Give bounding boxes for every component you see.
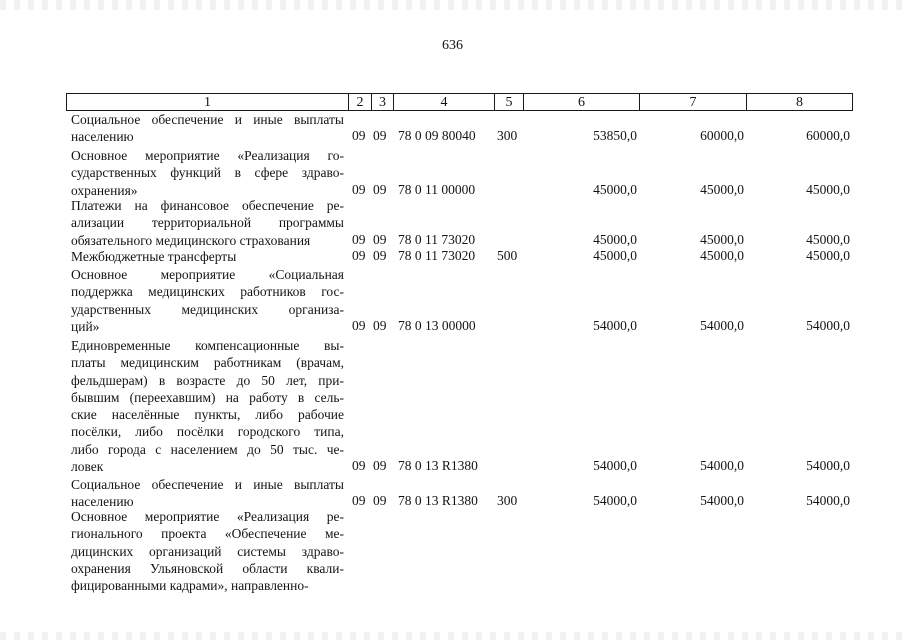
- row-description: [71, 508, 344, 594]
- cell-c6: 53850,0: [593, 128, 637, 144]
- cell-c4: 78 0 09 80040: [398, 128, 476, 144]
- cell-c6: 54000,0: [593, 493, 637, 509]
- description-line: Основное мероприятие «Реализация го-: [71, 148, 344, 163]
- cell-c5: 300: [497, 128, 518, 144]
- cell-c8: 54000,0: [806, 493, 850, 509]
- cell-c2: 09: [352, 181, 366, 197]
- cell-c2: 09: [352, 128, 366, 144]
- cell-c2: 09: [352, 493, 366, 509]
- description-line: Платежи на финансовое обеспечение ре-: [71, 198, 344, 213]
- cell-c6: 45000,0: [593, 231, 637, 247]
- cell-c7: 54000,0: [700, 317, 744, 333]
- description-line: Межбюджетные трансферты: [71, 249, 237, 264]
- cell-c7: 54000,0: [700, 458, 744, 474]
- description-line: ализации территориальной программы: [71, 215, 344, 231]
- description-line: сударственных функций в сфере здраво-: [71, 165, 344, 181]
- cell-c8: 45000,0: [806, 231, 850, 247]
- cell-c6: 54000,0: [593, 458, 637, 474]
- description-line: посёлки, либо посёлки городского типа,: [71, 424, 344, 440]
- cell-c4: 78 0 13 R1380: [398, 493, 478, 509]
- header-col-1: 1: [204, 95, 211, 110]
- header-col-7: 7: [639, 94, 746, 110]
- description-line: охранения»: [71, 182, 138, 198]
- cell-c3: 09: [373, 181, 387, 197]
- cell-c6: 45000,0: [593, 181, 637, 197]
- cell-c8: 45000,0: [806, 181, 850, 197]
- description-line: ций»: [71, 318, 100, 334]
- page-number: 636: [442, 38, 463, 53]
- cell-c7: 60000,0: [700, 128, 744, 144]
- description-line: Основное мероприятие «Социальная: [71, 267, 344, 282]
- description-line: Социальное обеспечение и иные выплаты: [71, 112, 344, 127]
- description-line: населению: [71, 494, 134, 510]
- row-description: [71, 197, 344, 249]
- cell-c4: 78 0 13 00000: [398, 317, 476, 333]
- cell-c6: 54000,0: [593, 317, 637, 333]
- cell-c4: 78 0 13 R1380: [398, 458, 478, 474]
- description-line: гионального проекта «Обеспечение ме-: [71, 526, 344, 542]
- row-description: [71, 266, 344, 335]
- cell-c7: 45000,0: [700, 181, 744, 197]
- scan-noise-bottom: [0, 632, 905, 640]
- cell-c2: 09: [352, 248, 366, 263]
- row-description: [71, 248, 344, 265]
- description-line: поддержка медицинских работников гос-: [71, 284, 344, 300]
- cell-c3: 09: [373, 493, 387, 509]
- row-description: [71, 337, 344, 475]
- description-line: либо города с населением до 50 тыс. че-: [71, 441, 344, 457]
- cell-c8: 45000,0: [806, 248, 850, 263]
- cell-c4: 78 0 11 73020: [398, 231, 476, 247]
- row-description: [71, 476, 344, 511]
- cell-c8: 54000,0: [806, 458, 850, 474]
- cell-c7: 45000,0: [700, 231, 744, 247]
- cell-c5: 500: [497, 248, 518, 263]
- description-line: дицинских организаций системы здраво-: [71, 543, 344, 559]
- cell-c5: 300: [497, 493, 518, 509]
- table-header: [66, 93, 853, 111]
- cell-c4: 78 0 11 73020: [398, 248, 476, 263]
- description-line: ловек: [71, 459, 104, 475]
- header-col-4: 4: [393, 94, 494, 110]
- description-line: фицированными кадрами», направленно-: [71, 578, 309, 594]
- header-col-5: 5: [494, 94, 523, 110]
- cell-c2: 09: [352, 458, 366, 474]
- description-line: обязательного медицинского страхования: [71, 232, 311, 248]
- description-line: охранения Ульяновской области квали-: [71, 560, 344, 576]
- cell-c3: 09: [373, 248, 387, 263]
- description-line: населению: [71, 129, 134, 145]
- cell-c7: 54000,0: [700, 493, 744, 509]
- description-line: фельдшерам) в возрасте до 50 лет, при-: [71, 372, 344, 388]
- row-description: [71, 147, 344, 199]
- cell-c6: 45000,0: [593, 248, 637, 263]
- cell-c3: 09: [373, 128, 387, 144]
- cell-c2: 09: [352, 317, 366, 333]
- scan-noise-top: [0, 0, 905, 10]
- cell-c4: 78 0 11 00000: [398, 181, 476, 197]
- cell-c3: 09: [373, 231, 387, 247]
- row-description: [71, 111, 344, 146]
- cell-c8: 54000,0: [806, 317, 850, 333]
- description-line: Единовременные компенсационные вы-: [71, 338, 344, 353]
- description-line: ские населённые пункты, либо рабочие: [71, 407, 344, 423]
- cell-c7: 45000,0: [700, 248, 744, 263]
- description-line: платы медицинским работникам (врачам,: [71, 355, 344, 371]
- header-col-6: 6: [523, 94, 639, 110]
- cell-c3: 09: [373, 317, 387, 333]
- description-line: бывшим (переехавшим) на работу в сель-: [71, 389, 344, 405]
- header-col-8: 8: [746, 94, 852, 110]
- cell-c8: 60000,0: [806, 128, 850, 144]
- cell-c3: 09: [373, 458, 387, 474]
- description-line: ударственных медицинских организа-: [71, 301, 344, 317]
- description-line: Основное мероприятие «Реализация ре-: [71, 509, 344, 524]
- header-col-3: 3: [371, 94, 393, 110]
- description-line: Социальное обеспечение и иные выплаты: [71, 477, 344, 492]
- cell-c2: 09: [352, 231, 366, 247]
- header-col-2: 2: [348, 94, 371, 110]
